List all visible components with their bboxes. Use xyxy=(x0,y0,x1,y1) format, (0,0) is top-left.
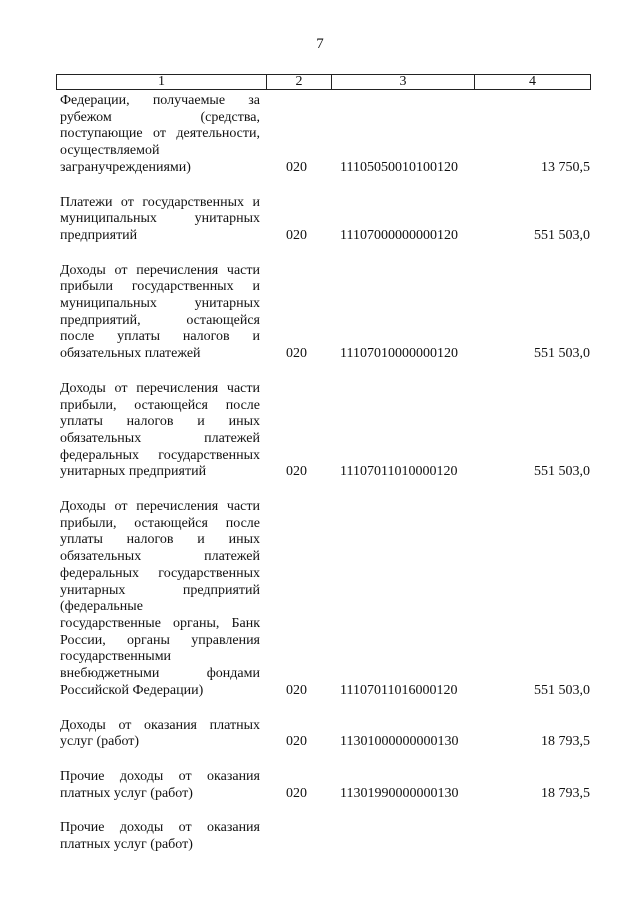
row-amount: 551 503,0 xyxy=(534,227,590,243)
table-header xyxy=(56,74,591,90)
description-line: Прочие доходы от оказания xyxy=(60,820,260,836)
description-line: Доходы от оказания платных xyxy=(60,717,260,733)
row-amount: 551 503,0 xyxy=(534,464,590,480)
description-line: прибыли, остающейся после xyxy=(60,515,260,531)
row-amount: 18 793,5 xyxy=(541,785,590,801)
description-line: России, органы управления xyxy=(60,632,260,648)
row-description xyxy=(60,263,260,363)
row-description xyxy=(60,499,260,699)
description-line: муниципальных унитарных xyxy=(60,211,260,227)
description-line: государственными xyxy=(60,649,172,665)
row-description xyxy=(60,769,260,802)
description-line: рубежом (средства, xyxy=(60,109,260,125)
description-line: прибыли государственных и xyxy=(60,279,260,295)
description-line: обязательных платежей xyxy=(60,549,260,565)
row-description xyxy=(60,820,260,853)
row-budget-code: 11301000000000130 xyxy=(340,734,459,750)
description-line: (федеральные xyxy=(60,599,143,615)
row-description xyxy=(60,93,260,177)
description-line: поступающие от деятельности, xyxy=(60,126,260,142)
description-line: Доходы от перечисления части xyxy=(60,380,260,396)
row-budget-code: 11107000000000120 xyxy=(340,227,458,243)
table-row xyxy=(60,381,590,481)
table-row xyxy=(60,718,590,751)
description-line: Доходы от перечисления части xyxy=(60,262,260,278)
description-line: обязательных платежей xyxy=(60,346,201,362)
description-line: государственные органы, Банк xyxy=(60,615,260,631)
row-admin-code: 020 xyxy=(286,682,307,698)
table-row xyxy=(60,820,590,853)
description-line: внебюджетными фондами xyxy=(60,666,260,682)
row-admin-code: 020 xyxy=(286,464,307,480)
row-admin-code: 020 xyxy=(286,734,307,750)
row-amount: 13 750,5 xyxy=(541,159,590,175)
row-budget-code: 11301990000000130 xyxy=(340,785,459,801)
row-budget-code: 11107010000000120 xyxy=(340,346,458,362)
description-line: загранучреждениями) xyxy=(60,159,191,175)
description-line: уплаты налогов и иных xyxy=(60,532,260,548)
header-col-4: 4 xyxy=(529,74,536,89)
header-col-3: 3 xyxy=(332,75,475,89)
header-col-1: 1 xyxy=(57,75,267,89)
description-line: Федерации, получаемые за xyxy=(60,93,260,108)
description-line: прибыли, остающейся после xyxy=(60,397,260,413)
description-line: Доходы от перечисления части xyxy=(60,499,260,515)
header-col-2: 2 xyxy=(267,75,332,89)
table-row xyxy=(60,195,590,245)
table-body xyxy=(60,93,590,872)
table-row xyxy=(60,93,590,177)
row-description xyxy=(60,381,260,481)
row-admin-code: 020 xyxy=(286,227,307,243)
description-line: обязательных платежей xyxy=(60,430,260,446)
table-row xyxy=(60,769,590,802)
description-line: после уплаты налогов и xyxy=(60,329,260,345)
row-budget-code: 11107011010000120 xyxy=(340,464,458,480)
description-line: унитарных предприятий xyxy=(60,582,260,598)
description-line: унитарных предприятий xyxy=(60,464,207,480)
description-line: предприятий, остающейся xyxy=(60,312,260,328)
description-line: услуг (работ) xyxy=(60,734,140,750)
row-budget-code: 11107011016000120 xyxy=(340,682,458,698)
row-amount: 551 503,0 xyxy=(534,682,590,698)
table-row xyxy=(60,499,590,699)
row-budget-code: 11105050010100120 xyxy=(340,159,458,175)
row-amount: 18 793,5 xyxy=(541,734,590,750)
description-line: Платежи от государственных и xyxy=(60,194,260,210)
page-number: 7 xyxy=(316,36,324,52)
description-line: федеральных государственных xyxy=(60,565,260,581)
description-line: федеральных государственных xyxy=(60,447,260,463)
description-line: осуществляемой xyxy=(60,143,160,159)
description-line: Прочие доходы от оказания xyxy=(60,768,260,784)
description-line: муниципальных унитарных xyxy=(60,296,260,312)
row-amount: 551 503,0 xyxy=(534,346,590,362)
description-line: предприятий xyxy=(60,227,138,243)
description-line: платных услуг (работ) xyxy=(60,785,193,801)
row-description xyxy=(60,195,260,245)
row-admin-code: 020 xyxy=(286,346,307,362)
description-line: Российской Федерации) xyxy=(60,682,204,698)
table-row xyxy=(60,263,590,363)
description-line: уплаты налогов и иных xyxy=(60,414,260,430)
row-description xyxy=(60,718,260,751)
row-admin-code: 020 xyxy=(286,785,307,801)
description-line: платных услуг (работ) xyxy=(60,837,193,853)
row-admin-code: 020 xyxy=(286,159,307,175)
